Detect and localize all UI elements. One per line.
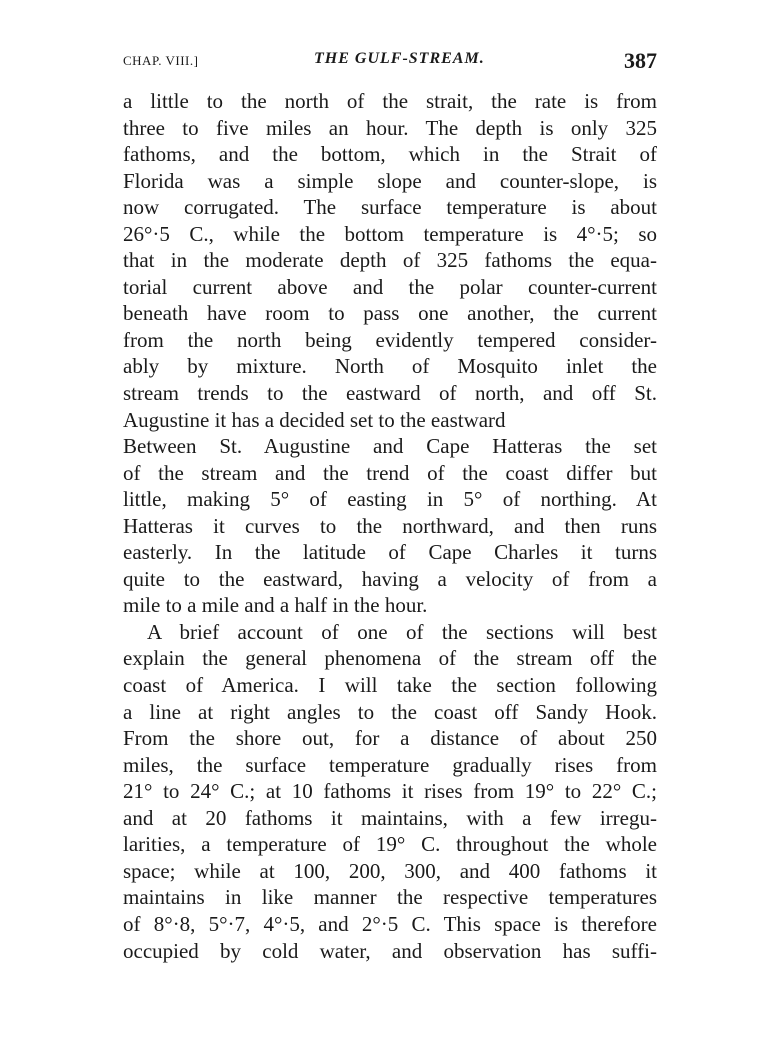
text-line: From the shore out, for a distance of about 250 (123, 726, 657, 751)
text-line: occupied by cold water, and observation has suffi- (123, 938, 657, 963)
paragraph-start-line: A brief account of one of the sections will best (147, 619, 657, 644)
text-line: a line at right angles to the coast off Sandy Hook. (123, 699, 657, 724)
text-line: Florida was a simple slope and counter-slope, is (123, 168, 657, 193)
text-line: space; while at 100, 200, 300, and 400 fathoms it (123, 858, 657, 883)
text-line: 26°·5 C., while the bottom temperature is 4°·5; so (123, 221, 657, 246)
text-line: maintains in like manner the respective temperatures (123, 885, 657, 910)
paragraph-end-line: mile to a mile and a half in the hour. (123, 593, 428, 618)
text-line: of the stream and the trend of the coast differ but (123, 460, 657, 485)
text-line: from the north being evidently tempered consider- (123, 327, 657, 352)
text-line: coast of America. I will take the section following (123, 673, 657, 698)
text-line: miles, the surface temperature gradually rises from (123, 752, 657, 777)
text-line: little, making 5° of easting in 5° of northing. At (123, 487, 657, 512)
text-line: quite to the eastward, having a velocity of from a (123, 566, 657, 591)
text-line: stream trends to the eastward of north, and off St. (123, 381, 657, 406)
text-line: three to five miles an hour. The depth is only 325 (123, 115, 657, 140)
text-line: and at 20 fathoms it maintains, with a few irregu- (123, 805, 657, 830)
text-line: explain the general phenomena of the stream off the (123, 646, 657, 671)
text-line: of 8°·8, 5°·7, 4°·5, and 2°·5 C. This space is therefore (123, 911, 657, 936)
text-line: easterly. In the latitude of Cape Charles it turns (123, 540, 657, 565)
text-line: fathoms, and the bottom, which in the Strait of (123, 142, 657, 167)
page-number: 387 (624, 48, 657, 73)
text-line: ably by mixture. North of Mosquito inlet the (123, 354, 657, 379)
chapter-reference: CHAP. VIII.] (123, 53, 199, 68)
body-text (123, 88, 657, 964)
text-line: larities, a temperature of 19° C. throughout the whole (123, 832, 657, 857)
text-line: Hatteras it curves to the northward, and then runs (123, 513, 657, 538)
text-line: Augustine it has a decided set to the eastward (123, 407, 506, 432)
text-line: a little to the north of the strait, the rate is from (123, 89, 657, 113)
text-line: 21° to 24° C.; at 10 fathoms it rises from 19° to 22° C.; (123, 779, 657, 804)
text-line: Between St. Augustine and Cape Hatteras the set (123, 434, 657, 459)
running-title: THE GULF-STREAM. (314, 50, 485, 67)
running-head (123, 50, 657, 80)
text-line: now corrugated. The surface temperature is about (123, 195, 657, 220)
text-line: beneath have room to pass one another, the current (123, 301, 657, 326)
text-line: that in the moderate depth of 325 fathoms the equa- (123, 248, 657, 273)
text-line: torial current above and the polar counter-current (123, 274, 657, 299)
